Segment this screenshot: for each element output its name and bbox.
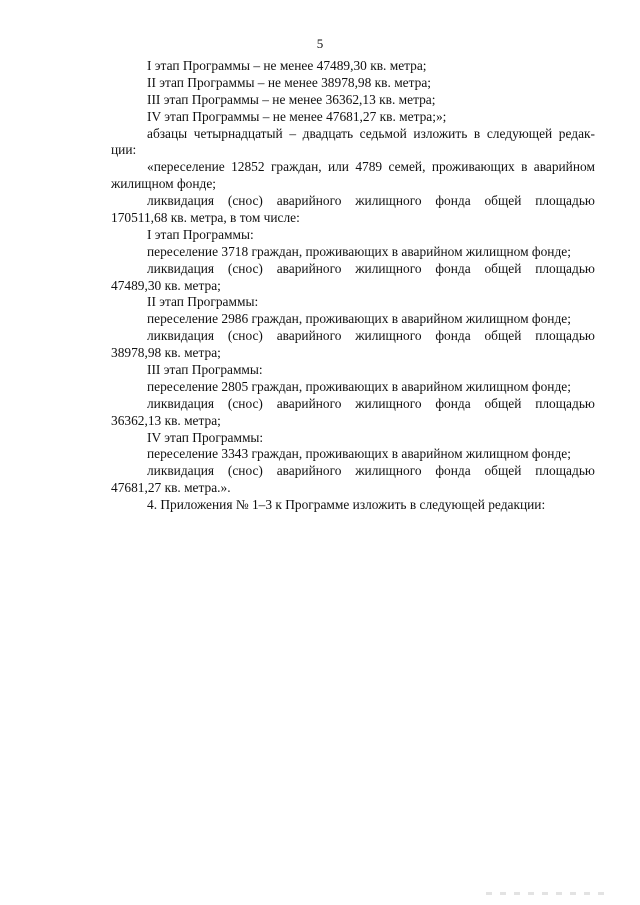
word: абзацы [147,125,188,141]
word: семей, [388,159,426,175]
word: (снос) [227,328,263,344]
word: аварийного [276,328,342,344]
word: граждан, [270,159,322,175]
text-line-justified [111,463,595,480]
word: редак- [558,125,595,141]
word: общей [484,193,522,209]
word: аварийном [533,159,595,175]
text-line: ции: [111,142,137,158]
word: ликвидация [147,395,215,411]
word: ликвидация [147,328,215,344]
word: общей [484,260,522,276]
word: «переселение [147,159,225,175]
word: фонда [435,193,471,209]
text-line: III этап Программы: [147,362,263,378]
text-line-justified [111,396,595,413]
word: аварийного [276,260,342,276]
word: ликвидация [147,463,215,479]
text-line: 38978,98 кв. метра; [111,345,221,361]
word: – [289,125,297,141]
text-line: IV этап Программы – не менее 47681,27 кв. метра;»; [147,108,447,124]
word: в [521,159,528,175]
word: общей [484,395,522,411]
word: в [473,125,481,141]
text-line: переселение 2986 граждан, проживающих в аварийном жилищном фонде; [147,311,571,327]
text-line: переселение 2805 граждан, проживающих в аварийном жилищном фонде; [147,378,571,394]
word: аварийного [276,463,342,479]
word: ликвидация [147,260,215,276]
word: жилищного [355,260,422,276]
word: общей [484,463,522,479]
word: жилищного [355,193,422,209]
word: площадью [535,395,595,411]
word: фонда [435,463,471,479]
word: двадцать [302,125,354,141]
text-line: переселение 3718 граждан, проживающих в аварийном жилищном фонде; [147,243,571,259]
word: фонда [435,260,471,276]
text-line-justified [111,328,595,345]
word: жилищного [355,328,422,344]
text-line-justified [111,261,595,278]
word: или [327,159,349,175]
word: (снос) [227,193,263,209]
text-line: I этап Программы – не менее 47489,30 кв. метра; [147,58,427,73]
word: фонда [435,328,471,344]
word: жилищного [355,463,422,479]
word: фонда [435,395,471,411]
text-line: III этап Программы – не менее 36362,13 кв. метра; [147,91,436,107]
word: аварийного [276,395,342,411]
text-line-justified [111,193,595,210]
text-line: IV этап Программы: [147,429,264,445]
text-line: переселение 3343 граждан, проживающих в аварийном жилищном фонде; [147,446,571,462]
word: жилищного [355,395,422,411]
text-line: 170511,68 кв. метра, в том числе: [111,210,300,226]
scan-artifact [486,892,606,895]
word: площадью [535,328,595,344]
word: следующей [486,125,553,141]
text-line-justified [111,159,595,176]
page-number: 5 [316,36,324,51]
word: площадью [535,463,595,479]
word: площадью [535,260,595,276]
text-line: II этап Программы: [147,294,259,310]
text-line: 47681,27 кв. метра.». [111,480,231,496]
text-line: II этап Программы – не менее 38978,98 кв. метра; [147,74,431,90]
word: проживающих [431,159,515,175]
word: 12852 [231,159,265,175]
word: аварийного [276,193,342,209]
text-line: 36362,13 кв. метра; [111,412,221,428]
word: изложить [413,125,468,141]
text-line: I этап Программы: [147,226,254,242]
word: ликвидация [147,193,215,209]
word: четырнадцатый [193,125,283,141]
text-line-justified [111,126,595,143]
text-line: жилищном фонде; [111,176,217,192]
word: (снос) [227,463,263,479]
word: площадью [535,193,595,209]
word: седьмой [359,125,407,141]
word: общей [484,328,522,344]
text-line: 47489,30 кв. метра; [111,277,221,293]
text-line: 4. Приложения № 1–3 к Программе изложить в следующей редакции: [147,497,546,513]
word: 4789 [355,159,383,175]
word: (снос) [227,395,263,411]
word: (снос) [227,260,263,276]
document-body [111,58,595,514]
